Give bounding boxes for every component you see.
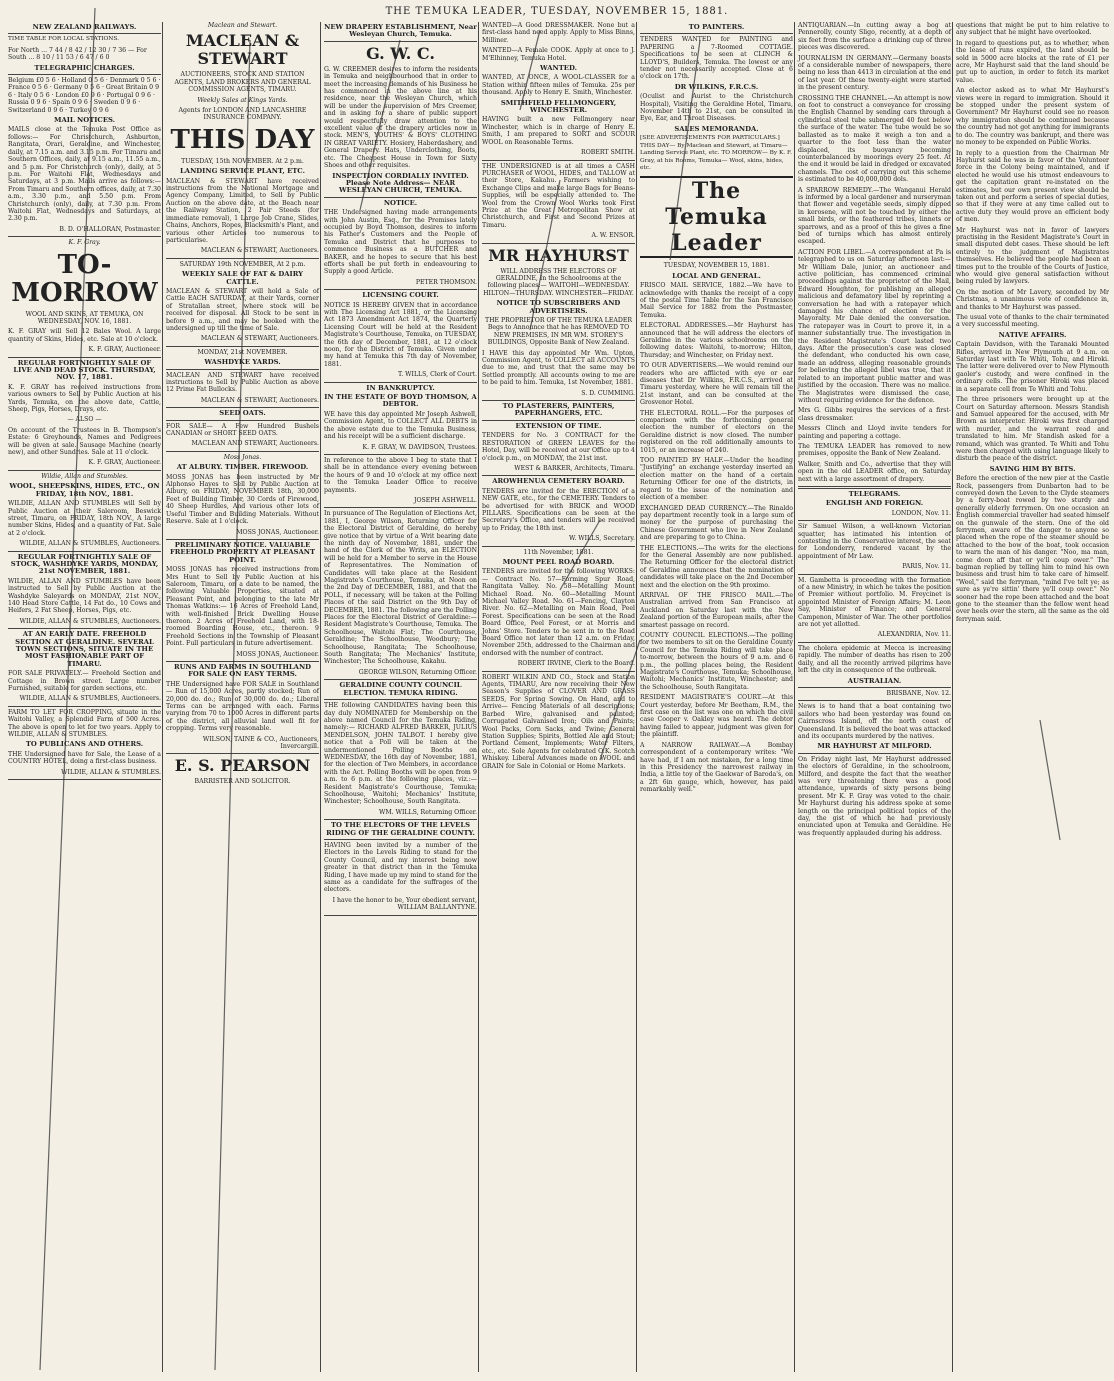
text-block: I HAVE this day appointed Mr Wm. Upton, Commission Agent, to COLLECT all ACCOUNTS due to me, and trust that the same may be Settled promptly. All accounts owing to me are to be paid to him. Temuka, 1st November, 1881. (482, 349, 635, 387)
divider (8, 33, 161, 34)
text-block: Wildie, Allan and Stumbles. (41, 472, 128, 480)
text-block: S. D. CUMMING. (581, 389, 635, 397)
text-block: TENDERS are invited for the ERECTION of a NEW GATE, etc., for the CEMETERY. Tenders to be advertised for with BRICK and WOOD PILLARS. Specifications can be seen at the Secretary's Office, and tenders will be received up to Friday, the 18th inst. (482, 487, 635, 532)
text-block: Weekly Sales at Kings Yards. (197, 96, 288, 104)
text-block: ROBERT SMITH. (581, 149, 635, 157)
section-heading: TO THE ELECTORS OF THE LEVELS RIDING OF THE GERALDINE COUNTY. (326, 821, 475, 837)
section-heading: NATIVE AFFAIRS. (998, 330, 1067, 339)
text-block: ROBERT IRVINE, Clerk to the Board. (517, 660, 635, 668)
text-block: For North ... 7 44 / 8 42 / 12 30 / 7 36 — For South ... 8 10 / 11 53 / 6 47 / 6 0 (8, 46, 147, 62)
text-block: COUNTY COUNCIL ELECTIONS.—The polling for two members to sit on the Geraldine County Council for the Temuka Riding will take place to-morrow, between the hours of 9 a.m. and 6 p.m., the polling places being, the Resident Magistrate's Courthouse, Temuka; Schoolhouse, Waitohi; Mechanics' Institute, Winchester; and the Schoolhouse, South Rangitata. (640, 632, 793, 691)
section-heading: TO PUBLICANS AND OTHERS. (25, 740, 144, 749)
text-block: EXCHANGED DEAD CURRENCY.—The Rinaldo pay department recently took in a large sum of money for the purpose of purchasing the Chinese Government who live in New Zealand and are preparing to go to China. (640, 504, 793, 542)
text-block: In reply to a question from the Chairman Mr Hayhurst said he was in favor of the Volunteer force in the Colony being maintained, and if elected he would use his utmost endeavours to get the capitation grant re-instated on the estimates, but our own present view should be taken out and perform a series of special duties, so that if they were at any time called out to active duty they would prove an efficient body of men. (956, 149, 1109, 224)
text-block: In reference to the above I beg to state that I shall be in attendance every evening between the hours of 9 and 10 o'clock at my office next to the Temuka Leader Office to receive payments. (324, 456, 477, 494)
divider (482, 400, 635, 401)
text-block: On the motion of Mr Lavery, seconded by Mr Christmas, a unanimous vote of confidence in, and thanks to Mr Hayhurst was passed. (956, 288, 1109, 311)
text-block: Walker, Smith and Co., advertise that they will open in the old LEADER office, on Saturday next with a large assortment of drapery. (798, 460, 951, 483)
text-block: 11th November, 1881. (523, 548, 594, 556)
divider (166, 258, 319, 259)
section-heading: WEEKLY SALE OF FAT & DAIRY CATTLE. (182, 270, 303, 286)
text-block: T. WILLS, Clerk of Court. (397, 371, 477, 379)
text-block: THE Undersigned having made arrangements with John Austin, Esq., for the Premises lately occupied by Boyd Thomson, desires to inform his Father's Customers and the People of Temuka and District that he purposes to commence Business as a BUTCHER and BAKER, and he hopes to secure that his best efforts shall be put forth in endeavouring to Supply a good Article. (324, 209, 477, 276)
divider (482, 420, 635, 421)
text-block: THE ELECTORAL ROLL.—For the purposes of comparison with the forthcoming general election the number of electors on the Geraldine district is now closed. The number registered on the roll additionally amounts to 1015, or an increase of 240. (640, 409, 793, 454)
text-block: TENDERS are invited for the following WORKS:— Contract No. 57—Forming Spur Road, Rangitata Valley. No. 58—Metalling Mount Michael Road. No. 60—Metalling Mount Michael Valley Road. No. 61—Fencing, Clayton River. No. 62—Metalling on Main Road, Peel Forest. Specifications can be seen at the Road Board Office, Peel Forest, or at Morris and Johns' Store. Tenders to be sent in to the Road Board Office not later than 12 a.m. on Friday, November 25th, addressed to the Chairman and endorsed with the number of contract. (482, 568, 635, 657)
text-block: Agents for LONDON AND LANCASHIRE INSURANCE COMPANY. (178, 107, 307, 122)
text-block (798, 486, 951, 489)
text-block: MACLEAN & STEWART have received instructions from the National Mortgage and Agency Company, Limited, to Sell by Public Auction on the above date, at the Beach near the Railway Station, 2 Pair Steeds (for immediate removal), 1 Large Job Crane, Slides, Chains, Anchors, Ropes, Blacksmith's Plant, and various other Articles too numerous to particularise. (166, 177, 319, 244)
text-block: — ALSO — (67, 416, 102, 424)
text-block: MOSS JONAS, Auctioneer. (236, 650, 319, 658)
section-heading: TO PAINTERS. (688, 23, 745, 31)
text-block: Sir Samuel Wilson, a well-known Victorian squatter, has intimated his intention of contesting in the Conservative interest, the seat for Londonderry, rendered vacant by the appointment of Mr Law. (798, 523, 951, 560)
text-block: THE Undersigned have for Sale, the Lease of a COUNTRY HOTEL, doing a first-class business. (8, 750, 161, 766)
text-block: ROBERT WILKIN AND CO., Stock and Station Agents, TIMARU, Are now receiving their New Season's Supplies of CLOVER AND GRASS SEEDS, For Spring Sowing. On Hand, and to Arrive— Fencing Materials of all descriptions; Barbed Wire, galvanised and painted; Corrugated Galvanised Iron; Oils and Paints; Wool Packs, Corn Sacks, and Twine; General Station Supplies; Spirits, Bottled Ale and Stout; Portland Cement, Implements; Water Filters, etc., etc. Sole Agents for celebrated O.K. Scotch Whiskey. Liberal Advances made on WOOL and GRAIN for Sale in Colonial or Home Markets. (482, 673, 635, 770)
section-heading: NOTICE TO SUBSCRIBERS AND ADVERTISERS. (496, 299, 621, 315)
text-block: JOSEPH ASHWELL. (414, 496, 477, 504)
column-3 (322, 22, 479, 1377)
text-block: MAILS close at the Temuka Post Office as follows:— For Christchurch, Ashburton, Rangitata, Orari, Geraldine, and Winchester, daily, at 7.15 a.m. and 3.15 p.m. For Timaru and Southern Offices, daily, at 9.15 a.m., 11.55 a.m., and 5 p.m. For Christchurch (only), daily, at 5 p.m. For Waitohi Flat, Wednesdays and Saturdays, at 3 p.m. Mails arrive as follows:— From Timaru and Southern offices, daily, at 7.30 a.m., 3.30 p.m., and 5.50 p.m. From Christchurch (only), daily, at 7.30 p.m. From Waitohi Flat, Wednesdays and Saturdays, at 2.30 p.m. (8, 126, 161, 223)
divider (8, 706, 161, 707)
section-heading: ENGLISH AND FOREIGN. (825, 499, 924, 508)
text-block: The three prisoners were brought up at the Court on Saturday afternoon. Messrs Standish and Samuel appeared for the accused, with Mr Brown as interpreter. Hiroki was first charged with murder, and the warrant read and translated to him. Mr Standish asked for a remand, which was granted. Te Whiti and Tohu were then charged with using language likely to disturb the peace of the district. (956, 396, 1109, 463)
divider (798, 574, 951, 575)
column-6 (796, 22, 953, 1377)
column-1 (6, 22, 163, 1377)
text-block: WEST & BARKER, Architects, Timaru. (514, 464, 635, 472)
text-block: Moss Jonas. (223, 453, 262, 461)
text-block: TIME TABLE FOR LOCAL STATIONS. (8, 36, 119, 43)
text-block: NOTICE IS HEREBY GIVEN that in accordance with The Licensing Act 1881, or the Licensing Act 1873 Amendment Act 1874, the Quarterly Licensing Court will be held at the Resident Magistrate's Courthouse, Temuka, on TUESDAY, the 6th day of December, 1881, at 12 o'clock noon, for the District of Temuka. Given under my hand at Temuka this 7th day of November, 1881. (324, 301, 477, 368)
text-block: FARM TO LET FOR CROPPING, situate in the Waitohi Valley, a Splendid Farm of 500 Acres. The above is open to let for two years. Apply to WILDIE, ALLAN & STUMBLES. (8, 708, 161, 739)
divider (324, 819, 477, 820)
text-block: WILDIE, ALLAN & STUMBLES, Auctioneers. (19, 695, 161, 703)
text-block: W. WILLS, Secretary. (569, 535, 635, 543)
section-heading: REGULAR FORTNIGHTLY SALE OF STOCK, WASHDYKE YARDS, MONDAY, 21st NOVEMBER, 1881. (10, 552, 159, 576)
divider (798, 700, 951, 701)
text-block: WANTED—A Good DRESSMAKER. None but a first-class hand need apply. Apply to Miss Binns, Milliner. (482, 22, 635, 44)
section-heading: TO PLASTERERS, PAINTERS, PAPERHANGERS, ETC. (502, 402, 615, 418)
column-5 (638, 22, 795, 1377)
text-block: G. W. CREEMER desires to inform the residents in Temuka and neighbourhood that in order to meet the increasing demands of his Business he has commenced in the above line at his residence, near the Wesleyan Church, which will be under the supervision of Mrs Creemer, and in asking for a share of public support would respectfully draw attention to the excellent value of the drapery articles now in stock. MEN'S, YOUTHS' & BOYS' CLOTHING IN GREAT VARIETY. Hosiery, Haberdashery, and General Drapery. Hats, Underclothing, Boots, etc. The Cheapest House in Town for Sixty Shoes and other requisites. (324, 65, 477, 170)
divider (8, 470, 161, 471)
section-heading: MR HAYHURST AT MILFORD. (817, 742, 932, 751)
section-heading: LOCAL AND GENERAL. (672, 271, 761, 280)
text-block: HAVING built a new Fellmongery near Winchester, which is in charge of Henry E. Smith, I am prepared to SORT and SCOUR WOOL on Reasonable Terms. (482, 116, 635, 146)
text-block: Belgium £0 5 6 · Holland 0 5 6 · Denmark 0 5 6 · France 0 5 6 · Germany 0 5 6 · Great Britain 0 9 6 · Italy 0 5 6 · London £0 9 6 · Portugal 0 9 6 · Russia 0 9 6 · Spain 0 9 6 · Sweden 0 9 6 · Switzerland 0 9 6 · Turkey 0 9 6 (8, 77, 161, 114)
section-heading: REGULAR FORTNIGHTLY SALE OF LIVE AND DEAD STOCK. THURSDAY, NOV. 17, 1881. (13, 358, 156, 382)
text-block: The TEMUKA LEADER has removed to new premises, opposite the Bank of New Zealand. (798, 442, 951, 458)
divider (324, 197, 477, 198)
text-block: MOSS JONAS has received instructions from Mrs Hunt to Sell by Public Auction at his Saleroom, Timaru, on a date to be named, the following Valuable Properties, situated at Pleasant Point, and belonging to the late Mr Thomas Watkins:— 16 Acres of Freehold Land, with well-finished Brick Dwelling House thereon. 2 Acres of Freehold Land, with 18-roomed Boarding House, etc., thereon. 9 Freehold Sections in the Township of Pleasant Point. Full particulars in future advertisement. (166, 566, 319, 648)
text-block: MACLEAN & STEWART will hold a Sale of Cattle EACH SATURDAY, at their Yards, corner of Stratallan street, where stock will be received for disposal. All Stock to be sent in before 9 a.m., and may be booked with the undersigned up till the time of Sale. (166, 287, 319, 332)
text-block: MACLEAN AND STEWART have received instructions to Sell by Public Auction as above 12 Prime Fat Bullocks. (166, 371, 319, 394)
divider (324, 454, 477, 455)
text-block: A SPARROW REMEDY.—The Wanganui Herald is informed by a local gardener and nurseryman that flower and vegetable seeds, simply dipped in kerosene, will not be touched by either the small birds, or the feathered tribes, linnets or sparrows, and as a proof of this he gives a fine bed of turnips which has almost entirely escaped. (798, 186, 951, 246)
section-heading: IN THE ESTATE OF BOYD THOMSON, A DEBTOR. (324, 393, 477, 409)
text-block: WANTED, AT ONCE, A WOOL-CLASSER for a Station within fifteen miles of Temuka. 25s per thousand. Apply to Henry E. Smith, Winchester. (482, 74, 635, 97)
divider (8, 779, 161, 780)
text-block: Before the erection of the new pier at the Castle Rock, passengers from Dunbarton had to be conveyed down the Leven to the Clyde steamers by a ferry-boat rowed by two sturdy and generally elderly ferrymen. On one occasion an English commercial traveller had seated himself on the gunwale of the stern. One of the old ferrymen, aware of the danger to anyone so placed when the rope of the steamer should be attached to the bow of the boat, took occasion to warn the man of his danger. "Noo, ma man, come doon aff that or ye'll coup ower." The bagman replied by telling him to mind his own business and trust him to take care of himself. "Weel," said the ferryman, "mind I've telt ye; as sure as ye're sittin' there ye'll coup ower." No sooner had the rope been attached and the boat gone to the steamer than the fellow went head over heels over the stern, all the same as the old ferryman said. (956, 475, 1110, 623)
text-block: M. Gambetta is proceeding with the formation of a new Ministry, in which he takes the position of Premier without portfolio. M. Freycinet is appointed Minister of Foreign Affairs; M. Leon Say, Minister of Finance; and General Campenon, Minister of War. The other portfolios are not yet allotted. (798, 576, 951, 629)
text-block: PETER THOMSON. (415, 278, 477, 286)
text-block: MACLEAN AND STEWART, Auctioneers. (191, 440, 319, 448)
section-heading: INSPECTION CORDIALLY INVITED. Please Note Address— NEAR WESLEYAN CHURCH, TEMUKA. (332, 171, 469, 195)
text-block: FOR SALE— A Few Hundred Bushels CANADIAN or SHORT SEED OATS. (166, 422, 319, 438)
text-block: TOO PAINTED BY HALF.—Under the heading "Justifying" an exchange yesterday inserted an election matter on the hand of a certain Returning Officer for one of the districts, in regard to the issue of the nomination and election of a member. (640, 457, 793, 502)
text-block: BARRISTER AND SOLICITOR. (194, 778, 291, 786)
text-block: TUESDAY, NOVEMBER 15, 1881. (663, 262, 770, 270)
section-heading: WASHDYKE YARDS. (204, 358, 281, 367)
divider (8, 74, 161, 75)
section-heading: SALES MEMORANDA. (674, 124, 759, 133)
text-block: LONDON, Nov. 11. (891, 509, 951, 517)
section-heading: SEED OATS. (219, 409, 266, 418)
divider (798, 642, 951, 643)
text-block: ANTIQUARIAN.—In cutting away a bog at Pennerolly, county Sligo, recently, at a depth of six feet from the surface a drinking cup of three pieces was discovered. (798, 22, 951, 52)
text-block: MACLEAN & STEWART, Auctioneers. (200, 247, 319, 255)
text-block: WILDIE, ALLAN AND STUMBLES have been instructed to Sell by Public Auction at the Washdyke Saleyards on MONDAY, 21st NOV., 140 Head Store Cattle, 14 Fat do., 10 Cows and Heifers, 2 Fat Sheep, Horses, Pigs, etc. (8, 577, 161, 615)
divider (8, 628, 161, 629)
section-heading: PRELIMINARY NOTICE. VALUABLE FREEHOLD PROPERTY AT PLEASANT POINT. (169, 540, 316, 564)
text-block: WM. WILLS, Returning Officer. (378, 808, 477, 816)
divider (324, 507, 477, 508)
page-header: THE TEMUKA LEADER, TUESDAY, NOVEMBER 15, 1881. (385, 6, 729, 17)
text-block: An elector asked as to what Mr Hayhurst's views were in regard to immigration. Should it be stopped under the present system of Government? Mr Hayhurst could see no reason why immigration should be continued because the country had not got anything for immigrants to do. The country was bankrupt, and there was no money to be expended on Public Works. (956, 87, 1109, 147)
text-block: ALEXANDRIA, Nov. 11. (877, 631, 951, 639)
divider (8, 236, 161, 237)
divider (482, 160, 635, 161)
text-block: THE ELECTIONS.—The writs for the elections for the General Assembly are now published. The Returning Officer for the electoral district of Geraldine announces that the nomination of candidates will take place on the 2nd December next and the election on the 9th proximo. (640, 544, 793, 589)
text-block: K. F. GRAY will Sell 12 Bales Wool. A large quantity of Skins, Hides, etc. Sale at 10 o'clock. (8, 328, 161, 343)
text-block: WILSON, TAINE & CO., Auctioneers, Invercargill. (202, 735, 319, 751)
text-block: In pursuance of The Regulation of Elections Act, 1881, I, George Wilson, Returning Officer for the Electoral District of Geraldine, do hereby give notice that by virtue of a Writ bearing date the ninth day of November, 1881, under the hand of the Clerk of the Writs, an ELECTION will be held for a Member to serve in the House of Representatives. The Nomination of Candidates will take place at the Resident Magistrate's Courthouse, Temuka, at Noon on the 2nd Day of DECEMBER, 1881, and that the POLL, if necessary, will be taken at the Polling Places of the said District on the 9th Day of DECEMBER, 1881. The following are the Polling Places for the Electoral District of Geraldine:— Resident Magistrate's Courthouse, Temuka. The Schoolhouse, Waitohi Flat; The Courthouse, Geraldine; The Schoolhouse, Woodbury; The Schoolhouse, Rangitata; The Schoolhouse, South Rangitata; The Mechanics' Institute, Winchester; The Schoolhouse, Kakahu. (324, 510, 477, 666)
text-block: THE Undersigned have FOR SALE in Southland— Run of 15,000 Acres, partly stocked; Run of 20,000 do. do.; Run of 30,000 do. do.; Liberal Terms can be arranged with each. Farms varying from 70 to 1000 Acres in different parts of the district, all alluvial land well fit for cropping. Terms very reasonable. (166, 680, 319, 733)
text-block: Mr Hayhurst was not in favor of lawyers practising in the Resident Magistrate's Court in small disputed debt cases. These should be left entirely to the judgment of Magistrates themselves. He believed the people had been at times put to the trouble of the Courts of Justice, who would give general satisfaction without being ruled by lawyers. (956, 226, 1109, 286)
text-block: MACLEAN & STEWART, Auctioneers. (200, 335, 319, 343)
text-block: WILDIE, ALLAN & STUMBLES, Auctioneers. (19, 540, 161, 548)
text-block: THE UNDERSIGNED is at all times a CASH PURCHASER of WOOL, HIDES, and TALLOW at their Store, Kakahu. Farmers wishing to Exchange Clips and make large Bags for Beans-Supplies, will be especially attended to. The Wool from the Crown Wool Works took First Prize at the Great Metropolitan Show at Christchurch, and First and Second Prizes at Timaru. (482, 162, 635, 229)
text-block: In regard to questions put, as to whether, when the lease of runs expired, the land should be sold in 5000 acre blocks at the rate of £1 per acre, Mr Hayhurst said that the land should be put up to auction, in order to fetch its market value. (956, 39, 1109, 84)
divider (166, 451, 319, 452)
divider (324, 699, 477, 700)
divider (482, 243, 635, 244)
text-block: GEORGE WILSON, Returning Officer. (358, 668, 477, 676)
text-block: Maclean and Stewart. (207, 22, 278, 29)
section-heading: RUNS AND FARMS IN SOUTHLAND FOR SALE ON EASY TERMS. (173, 663, 312, 679)
text-block: MACLEAN & STEWART, Auctioneers. (200, 396, 319, 404)
section-heading: WANTED. (540, 64, 577, 73)
text-block: MOSS JONAS has been instructed by Mr Alphonso Hayes to Sell by Public Auction at Albury, on FRIDAY, NOVEMBER 18th, 30,000 Feet of Building Timber, 30 Cords of Firewood, 40 Sheep Hurdles, And various other lots of Useful Timber and Building Materials. Without Reserve. Sale at 1 o'clock. (166, 473, 319, 526)
divider (640, 33, 793, 34)
divider (482, 475, 635, 476)
section-heading: TELEGRAPHIC CHARGES. (34, 63, 135, 72)
divider (798, 687, 951, 688)
text-block: K. F. GRAY, W. DAVIDSON, Trustees. (362, 443, 477, 451)
section-heading: MOUNT PEEL ROAD BOARD. (502, 557, 615, 566)
text-block: [SEE ADVERTISEMENTS FOR PARTICULARS.] THIS DAY— By Maclean and Stewart, at Timaru— Landing Service Plant, etc. TO MORROW— By K. F. Gray, at his Rooms, Temuka— Wool, skins, hides, etc. (640, 135, 792, 171)
section-heading: WOOL, SHEEPSKINS, HIDES, ETC., ON FRIDAY, 18th NOV., 1881. (9, 482, 160, 498)
divider (798, 753, 951, 754)
divider (8, 357, 161, 358)
section-heading: EXTENSION OF TIME. (515, 421, 602, 430)
section-heading: AUSTRALIAN. (847, 676, 902, 685)
text-block: WILDIE, ALLAN & STUMBLES, Auctioneers. (19, 617, 161, 625)
text-block: CROSSING THE CHANNEL.—An attempt is now on foot to construct a conveyance for crossing the English Channel by sending cars through a cylindrical steel tube submerged 40 feet below the surface of the water. The tube would be so ballasted as to make it weigh a ton and a quarter to the foot less than the water displaced, its buoyancy becoming counterbalanced by moorings every 25 feet. At the end it would be laid in dredged or excavated channels. The cost of carrying out this scheme is estimated to be 40,000,000 dols. (798, 94, 951, 184)
text-block: K. F. Gray. (68, 239, 101, 247)
divider (8, 551, 161, 552)
text-block: The usual vote of thanks to the chair terminated a very successful meeting. (956, 314, 1109, 329)
column-2 (164, 22, 321, 1377)
display-heading: MR HAYHURST (488, 245, 629, 265)
column-4 (480, 22, 637, 1377)
text-block: PARIS, Nov. 11. (902, 563, 951, 571)
divider (166, 407, 319, 408)
text-block: THE PROPRIETOR OF THE TEMUKA LEADER Begs to Announce that he has REMOVED TO NEW PREMISES, IN MR WM. STOREY'S BUILDINGS, Opposite Bank of New Zealand. (484, 317, 633, 347)
divider (166, 346, 319, 347)
divider (166, 753, 319, 754)
text-block: questions that might be put to him relative to any subject that he might have overlooked. (956, 22, 1109, 37)
section-heading: AROWHENUA CEMETERY BOARD. (492, 477, 625, 486)
text-block: A NARROW RAILWAY.—A Bombay correspondent of a contemporary writes: "We have had, if I am not mistaken, for a long time in this Presidency the narrowest railway in India, a little toy of the Gaekwar of Baroda's, on a 2ft 6in gauge, which, however, has paid remarkably well." (640, 741, 793, 794)
text-block: Captain Davidson, with the Taranaki Mounted Rifles, arrived in New Plymouth at 9 a.m. on Saturday last with Te Whiti, Tohu, and Hiroki. The latter were delivered over to New Plymouth gaoler's custody, and were confined in the ordinary cells. The prisoner Hiroki was placed in a separate cell from Te Whiti and Tohu. (956, 341, 1109, 393)
section-heading: NOTICE. (383, 198, 418, 207)
text-block: BRISBANE, Nov. 12. (886, 689, 951, 697)
text-block: RESIDENT MAGISTRATE'S COURT.—At this Court yesterday, before Mr Beetham, R.M., the first case on the list was one on which the civil case Cooper v. Oakley was heard. The debtor having failed to appear, judgment was given for the plaintiff. (640, 694, 793, 739)
section-heading: SAVING HIM BY BITS. (989, 464, 1076, 473)
display-heading: MACLEAN & STEWART (185, 31, 300, 69)
section-heading: SMITHFIELD FELLMONGERY, WINCHESTER. (500, 98, 617, 115)
divider (324, 839, 477, 840)
divider (482, 671, 635, 672)
text-block: WOOL AND SKINS, AT TEMUKA, ON WEDNESDAY, NOV. 16, 1881. (25, 310, 144, 325)
text-block: WILDIE, ALLAN AND STUMBLES will Sell by Public Auction at their Saleroom, Beswick street, Timaru, on FRIDAY, 18th NOV., A large number Skins, Hides, and a quantity of Fat. Sale at 2 o'clock. (8, 500, 161, 537)
divider (166, 369, 319, 370)
text-block: B. D. O'HALLORAN, Postmaster. (59, 225, 161, 233)
divider (324, 289, 477, 290)
divider (324, 679, 477, 680)
section-heading: LICENSING COURT. (362, 291, 439, 300)
section-heading: IN BANKRUPTCY. (366, 383, 435, 392)
text-block: MONDAY, 21st NOVEMBER. (197, 348, 288, 356)
divider (166, 661, 319, 662)
text-block: WILDIE, ALLAN & STUMBLES. (61, 768, 161, 776)
divider (324, 915, 477, 916)
text-block: I have the honor to be, Your obedient servant, WILLIAM BALLANTYNE. (332, 896, 477, 912)
text-block: AUCTIONEERS, STOCK AND STATION AGENTS, LAND BROKERS AND GENERAL COMMISSION AGENTS, TIMARU. (174, 71, 311, 94)
divider (324, 382, 477, 383)
text-block: SATURDAY 19th NOVEMBER, At 2 p.m. (179, 260, 306, 268)
text-block: FRISCO MAIL SERVICE, 1882.—We have to acknowledge with thanks the receipt of a copy of the postal Time Table for the San Francisco Mail Service for 1882 from the Postmaster, Temuka. (640, 282, 793, 319)
section-heading: AT ALBURY. TIMBER. FIREWOOD. (176, 463, 309, 472)
text-block: On account of the Trustees in B. Thompson's Estate: 6 Greyhounds, Names and Pedigrees will be given at sale. Sausage Machine (nearly new), and other Sundries. Sale at 11 o'clock. (8, 426, 161, 457)
section-heading: MAIL NOTICES. (53, 116, 116, 125)
divider (166, 420, 319, 421)
divider (324, 41, 477, 42)
display-heading: TO-MORROW (11, 249, 158, 308)
column-7 (954, 22, 1111, 1377)
text-block: News is to hand that a boat containing two sailors who had been yesterday was found on Cairnscross Island, off the north coast of Queensland. It is believed the boat was attacked and its occupants murdered by the natives. (798, 703, 951, 740)
text-block: The cholera epidemic at Mecca is increasing rapidly. The number of deaths has risen to 200 daily, and all the recently arrived pilgrims have left the city in consequence of the outbreak. (798, 644, 951, 675)
text-block: THE following CANDIDATES having been this day duly NOMINATED for Membership on the above named Council for the Temuka Riding, namely:— RICHARD ALFRED BARKER, JULIUS MENDELSON, JOHN TALBOT. I hereby give notice that a Poll will be taken at the undermentioned Polling Booths on WEDNESDAY, the 16th day of November, 1881, for the election of Two Members, in accordance with the Act. Polling Booths will be open from 9 a.m. to 6 p.m. at the following places, viz.:— Resident Magistrate's Courthouse, Temuka; Schoolhouse, Waitohi; Mechanics' Institute, Winchester; Schoolhouse, South Rangitata. (324, 702, 477, 806)
text-block: On Friday night last, Mr Hayhurst addressed the electors of Geraldine, in the schoolroom, Milford, and despite the fact that the weather was very threatening there was a good attendance, upwards of sixty persons being present. Mr K. F. Gray was voted to the chair. Mr Hayhurst during his address spoke at some length on the principal political topics of the day, the gist of which he had previously enunciated upon at Temuka and Geraldine. He was frequently applauded during his address. (798, 755, 951, 837)
text-block: K. F. GRAY, Auctioneer. (88, 346, 161, 354)
display-heading: E. S. PEARSON (174, 756, 311, 776)
section-heading: TELEGRAMS. (848, 489, 901, 498)
text-block: ARRIVAL OF THE FRISCO MAIL.—The Australian arrived from San Francisco at Auckland on Saturday last with the New Zealand portion of the European mails, after the smartest passage on record. (640, 591, 793, 629)
text-block: HAVING been invited by a number of the Electors in the Levels Riding to stand for the County Council, and my interest being now greater in that district than in the Temuka Riding, I have made up my mind to stand for the same as a candidate for the suffrages of the electors. (324, 842, 477, 894)
text-block: MOSS JONAS, Auctioneer. (236, 528, 319, 536)
text-block: (Oculist and Aurist to the Christchurch Hospital), Visiting the Geraldine Hotel, Timaru, November 14th to 21st, can be consulted in Eye, Ear, and Throat Diseases. (640, 93, 793, 123)
text-block: JOURNALISM IN GERMANY.—Germany boasts of a considerable number of newspapers, there being no less than 4413 in circulation at the end of last year. Of these twenty-eight were started in the present century. (798, 54, 951, 92)
text-block: FOR SALE PRIVATELY.— Freehold Section and Cottage in Brown street. Large number Furnished, suitable for garden sections, etc. (8, 670, 161, 693)
display-heading: G. W. C. (366, 43, 435, 63)
text-block: TENDERS for No. 3 CONTRACT for the RESTORATION of GREEN LEAVES for the Hotel, Day, will be received at our Office up to 4 o'clock p.m., on MONDAY, the 21st inst. (482, 432, 635, 462)
section-heading: LANDING SERVICE PLANT, ETC. (180, 167, 305, 176)
divider (166, 539, 319, 540)
text-block: Mrs G. Gibbs requires the services of a first-class dressmaker. (798, 407, 951, 422)
text-block: ACTION FOR LIBEL.—A correspondent at Pa is telegraphed to us on Saturday afternoon last:—Mr William Dale, junior, an auctioneer and active politician, has commenced criminal proceedings against the proprietor of the Mail, Edward Houghton, for publishing an alleged malicious and defamatory libel by reprinting a conversation he had with a ratepayer which damaged his chance of election for the Mayoralty. Mr Dale denied the conversation. The ratepayer was in Court to prove it, in a manner substantially true. The investigation in the Resident Magistrate's Court lasted two days. After the prosecution's case was closed the defendant, who conducted his own case, made an address, alleging reasonable grounds for believing the alleged libel was true, that it related to an important public matter and was justified by the occasion. There was no malice. The Magistrates were dismissed the case, without requiring evidence for the defence. (798, 248, 951, 404)
display-heading: THIS DAY (170, 124, 315, 155)
text-block: WILL ADDRESS THE ELECTORS OF GERALDINE, In the Schoolrooms at the following places:— WAITOHI—WEDNESDAY. HILTON—THURSDAY. WINCHESTER—FRIDAY. (483, 267, 634, 297)
text-block: ELECTORAL ADDRESSES.—Mr Hayhurst has announced that he will address the electors of Geraldine in the various schoolrooms on the following dates: Waitohi, to-morrow; Hilton, Thursday; and Winchester, on Friday next. (640, 322, 793, 359)
divider (482, 546, 635, 547)
text-block: TENDERS WANTED for PAINTING and PAPERING a 7-Roomed COTTAGE. Specifications to be seen at CLINCH & LLOYD'S, Builders, Temuka. The lowest or any tender not necessarily accepted. Close at 6 o'clock on 17th. (640, 36, 793, 81)
text-block: TUESDAY, 15th NOVEMBER. At 2 p.m. (181, 157, 304, 165)
section-heading: NEW DRAPERY ESTABLISHMENT, Near Wesleyan Church, Temuka. (324, 23, 477, 39)
divider (798, 520, 951, 521)
text-block: K. F. GRAY has received instructions from various owners to Sell by Public Auction at his Yards, Temuka, on the above date, Cattle, Sheep, Pigs, Horses, Drays, etc. (8, 383, 161, 414)
text-block: WANTED—A Female COOK. Apply at once to J. M'Elhinney, Temuka Hotel. (482, 47, 635, 62)
section-heading: GERALDINE COUNTY COUNCIL ELECTION. TEMUKA RIDING. (339, 681, 462, 697)
text-block: WE have this day appointed Mr Joseph Ashwell, Commission Agent, to COLLECT ALL DEBTS in the above estate due to the Temuka Business, and his receipt will be a sufficient discharge. (324, 410, 477, 441)
text-block: A. W. ENSOR. (591, 232, 635, 240)
text-block: Messrs Clinch and Lloyd invite tenders for painting and papering a cottage. (798, 425, 951, 440)
text-block: K. F. GRAY, Auctioneer. (88, 459, 161, 467)
section-heading: NEW ZEALAND RAILWAYS. (32, 23, 137, 31)
section-heading: AT AN EARLY DATE. FREEHOLD SECTION AT GERALDINE. SEVERAL TOWN SECTIONS, SITUATE IN THE MOST FASHIONABLE PART OF TIMARU. (15, 630, 154, 668)
text-block: TO OUR ADVERTISERS.—We would remind our readers who are afflicted with eye or ear diseases that Dr Wilkins, F.R.C.S., arrived at Timaru yesterday, where he will remain till the 21st instant, and can be consulted at the Grosvenor Hotel. (640, 362, 793, 407)
masthead: The Temuka Leader (640, 176, 793, 258)
section-heading: DR WILKINS, F.R.C.S. (674, 82, 759, 91)
